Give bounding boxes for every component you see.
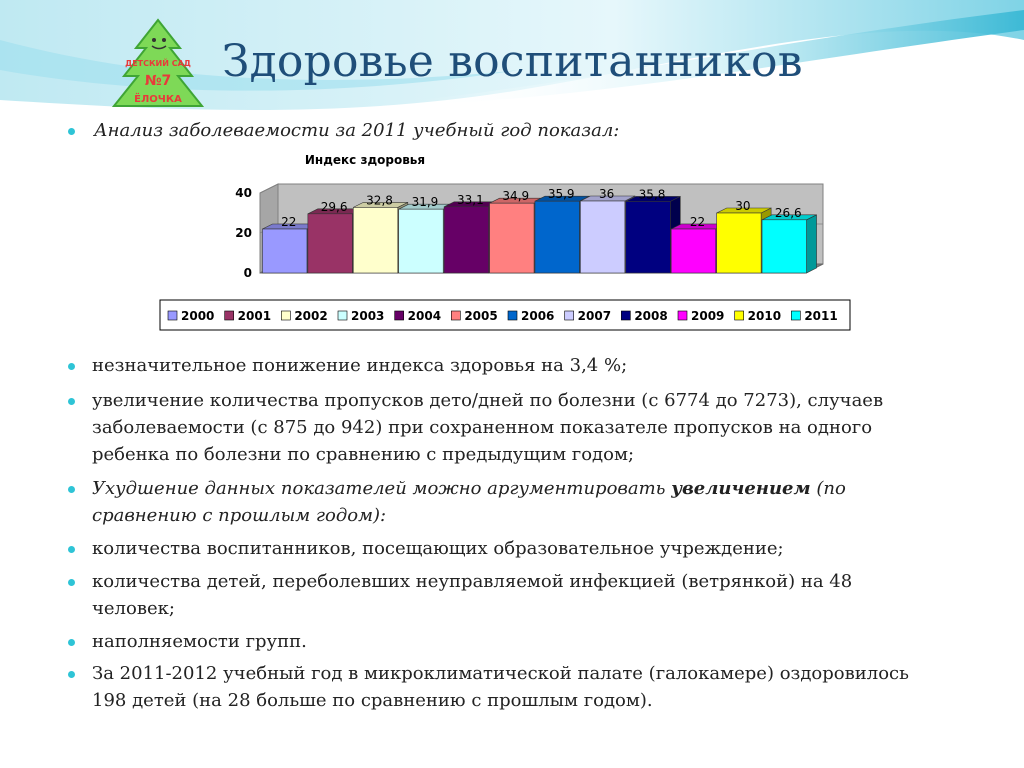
bar-front <box>671 229 716 273</box>
bullet-text-line <box>92 502 386 530</box>
legend-label: 2002 <box>294 309 328 323</box>
bullet-text-line <box>92 475 846 503</box>
bar-front <box>262 229 307 273</box>
data-label: 35,8 <box>638 187 666 202</box>
data-label: 31,9 <box>411 195 439 210</box>
bullet-marker <box>68 128 75 135</box>
bar-front <box>762 220 807 273</box>
legend-label: 2007 <box>577 309 612 323</box>
text-run: увеличение количества пропусков дето/дней по болезни (с 6774 до 7273), случаев <box>92 390 884 411</box>
data-label: 30 <box>735 199 751 213</box>
legend-label: 2009 <box>691 309 725 323</box>
bar-front <box>399 209 444 273</box>
logo-name: ЁЛОЧКА <box>134 94 182 105</box>
page-title: Здоровье воспитанников <box>222 36 803 87</box>
legend-label: 2006 <box>521 309 555 323</box>
bar-2011 <box>762 215 817 273</box>
legend-swatch <box>338 311 347 320</box>
bullet-text-line <box>92 568 852 596</box>
y-tick-label: 0 <box>243 266 252 280</box>
bullet-marker <box>68 671 75 678</box>
bar-front <box>308 214 353 273</box>
bullet-text-line <box>92 414 872 442</box>
health-index-chart <box>155 145 875 340</box>
bullet-marker <box>68 398 75 405</box>
text-run: заболеваемости (с 875 до 942) при сохраненном показателе пропусков на одного <box>92 417 873 438</box>
legend-label: 2008 <box>634 309 668 323</box>
text-run: количества воспитанников, посещающих образовательное учреждение; <box>92 538 784 559</box>
text-run: 198 детей (на 28 больше по сравнению с прошлым годом). <box>92 690 653 711</box>
chart-title: Индекс здоровья <box>304 153 426 167</box>
bar-front <box>353 207 398 273</box>
text-run: ребенка по болезни по сравнению с предыдущим годом; <box>92 444 635 465</box>
text-run: увеличением <box>671 478 811 499</box>
bar-front <box>490 203 535 273</box>
bar-front <box>444 207 489 273</box>
y-tick-label: 20 <box>235 226 252 240</box>
text-run: За 2011-2012 учебный год в микроклиматической палате (галокамере) оздоровилось <box>92 663 909 684</box>
bar-front <box>535 201 580 273</box>
data-label: 36 <box>598 187 615 201</box>
data-label: 29,6 <box>320 199 348 214</box>
bullet-marker <box>68 546 75 553</box>
bar-side <box>807 215 817 273</box>
bullet-text-line <box>92 387 883 415</box>
data-label: 22 <box>281 215 297 229</box>
legend-swatch <box>395 311 404 320</box>
bullet-text-line <box>92 687 653 715</box>
bullet-text-line <box>92 660 909 688</box>
bullet-marker <box>68 363 75 370</box>
legend-swatch <box>451 311 460 320</box>
bar-front <box>626 201 671 273</box>
text-run: человек; <box>92 598 175 619</box>
legend-label: 2004 <box>407 309 442 323</box>
legend-label: 2000 <box>181 309 215 323</box>
text-run: количества детей, переболевших неуправляемой инфекцией (ветрянкой) на 48 <box>92 571 853 592</box>
bullet-marker <box>68 639 75 646</box>
bullet-text-line <box>92 595 175 623</box>
text-run: (по <box>810 478 846 499</box>
legend-label: 2010 <box>747 309 782 323</box>
bar-front <box>580 201 625 273</box>
bullet-marker <box>68 486 75 493</box>
bullet-text-line <box>92 441 634 469</box>
legend-swatch <box>508 311 517 320</box>
bullet-marker <box>68 579 75 586</box>
text-run: наполняемости групп. <box>92 631 307 652</box>
legend-swatch <box>791 311 800 320</box>
legend-swatch <box>565 311 574 320</box>
data-label: 22 <box>689 215 706 229</box>
legend-label: 2003 <box>351 309 385 323</box>
y-tick-label: 40 <box>235 186 252 200</box>
legend-label: 2011 <box>804 309 838 323</box>
text-run: сравнению с прошлым годом): <box>92 505 387 526</box>
legend-swatch <box>225 311 234 320</box>
logo-top-text: ДЕТСКИЙ САД <box>125 59 191 68</box>
bullet-text-line <box>92 535 784 563</box>
text-run: Ухудшение данных показателей можно аргументировать <box>92 478 672 499</box>
data-label: 33,1 <box>457 192 484 207</box>
legend-swatch <box>735 311 744 320</box>
bullet-text-line <box>92 628 307 656</box>
legend-swatch <box>678 311 687 320</box>
bullet-text-line <box>92 352 627 380</box>
kindergarten-logo <box>110 18 206 118</box>
data-label: 35,9 <box>547 187 575 202</box>
bar-front <box>717 213 762 273</box>
data-label: 32,8 <box>366 193 393 208</box>
data-label: 26,6 <box>774 205 802 220</box>
legend-swatch <box>621 311 630 320</box>
intro-text: Анализ заболеваемости за 2011 учебный год показал: <box>94 120 620 141</box>
logo-number: №7 <box>144 73 172 89</box>
data-label: 34,9 <box>502 189 530 204</box>
legend-label: 2001 <box>237 309 272 323</box>
legend-swatch <box>168 311 177 320</box>
legend-swatch <box>281 311 290 320</box>
legend-label: 2005 <box>464 309 498 323</box>
text-run: незначительное понижение индекса здоровья на 3,4 %; <box>92 355 628 376</box>
